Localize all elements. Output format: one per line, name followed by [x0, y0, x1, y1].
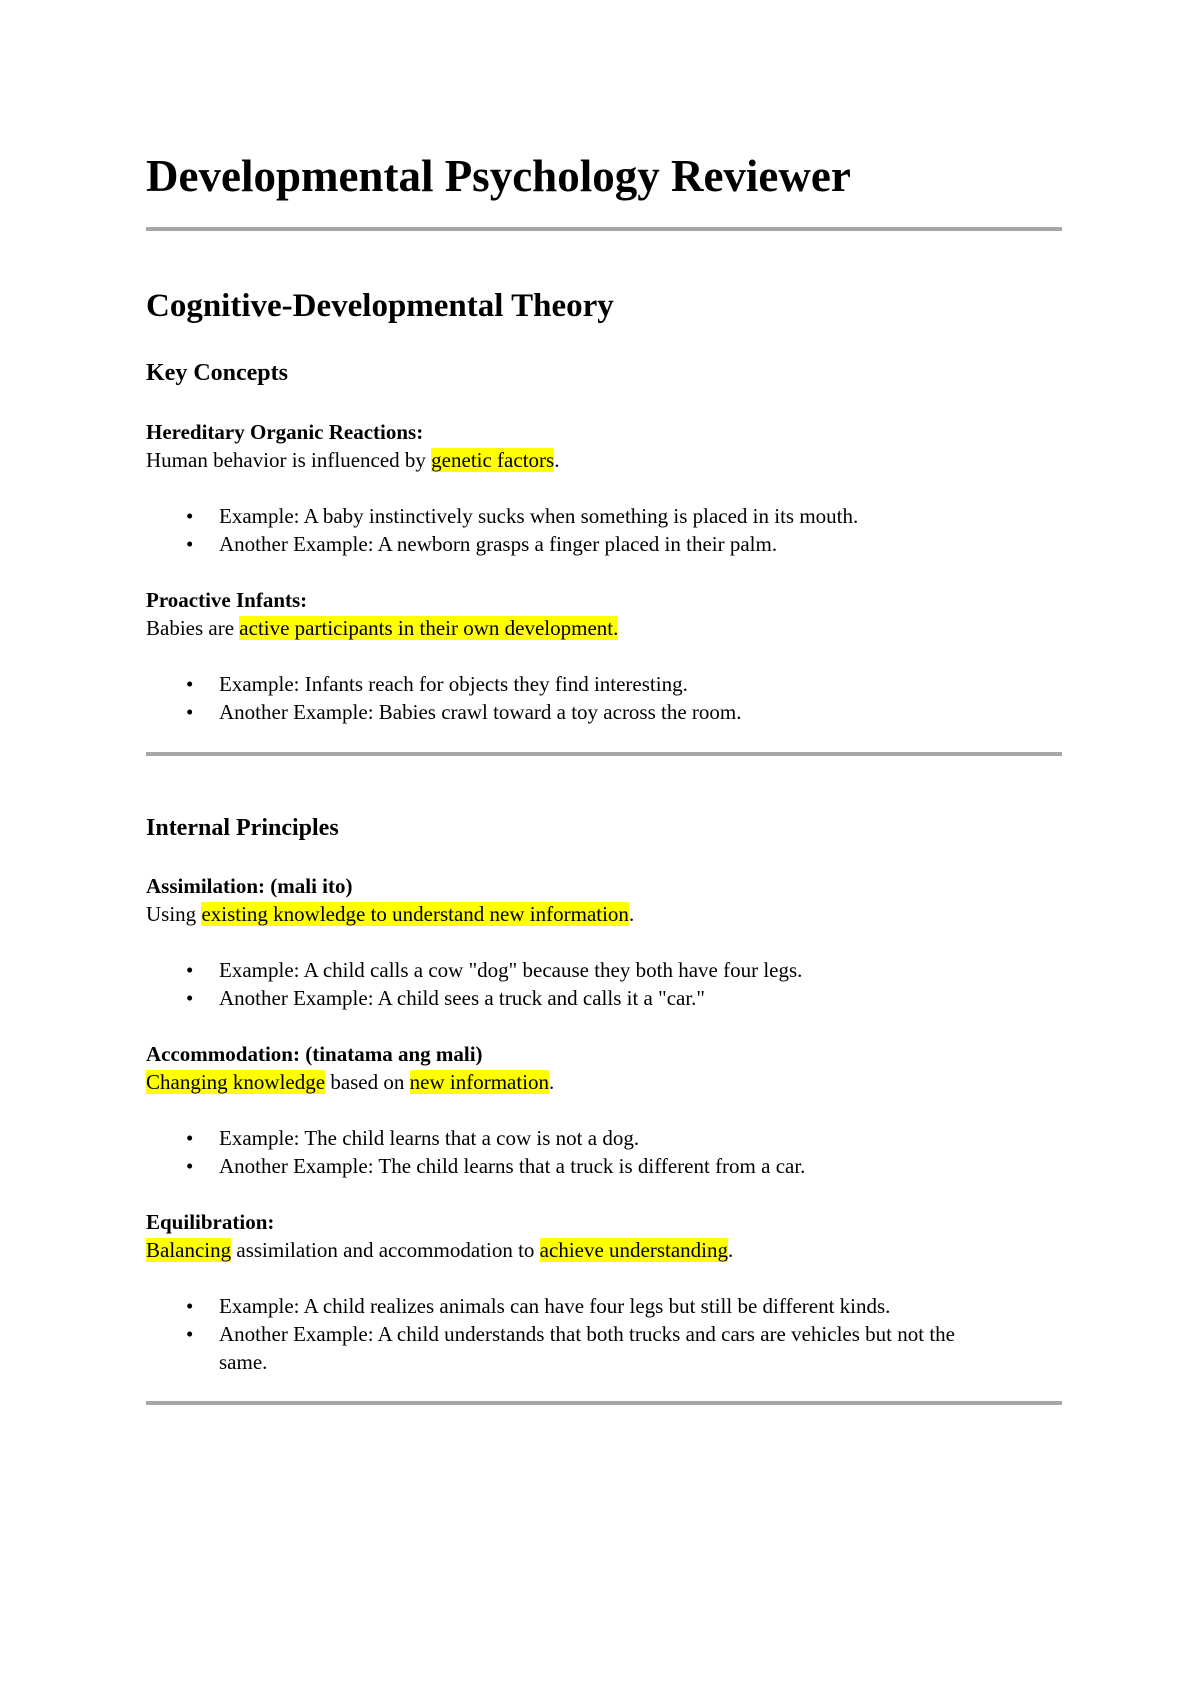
example-text: Example: The child learns that a cow is not a dog.	[219, 1126, 640, 1150]
highlighted-text: Changing knowledge	[146, 1070, 326, 1094]
bullet-icon: •	[186, 672, 194, 696]
concept-definition	[146, 446, 1062, 474]
example-text: Another Example: The child learns that a truck is different from a car.	[219, 1154, 806, 1178]
bullet-icon: •	[186, 1154, 194, 1178]
definition-text: .	[554, 448, 560, 472]
list-item	[146, 670, 989, 698]
concept-equilibration	[146, 1208, 1062, 1376]
section-title: Cognitive-Developmental Theory	[146, 288, 614, 324]
bullet-icon: •	[186, 958, 194, 982]
example-text: Example: A baby instinctively sucks when something is placed in its mouth.	[219, 504, 859, 528]
example-list	[146, 502, 1062, 558]
concept-definition	[146, 614, 1062, 642]
title-divider	[146, 227, 1062, 231]
highlighted-text: achieve understanding	[539, 1238, 729, 1262]
concept-term: Accommodation: (tinatama ang mali)	[146, 1042, 483, 1066]
concept-proactive-infants	[146, 586, 1062, 726]
bullet-icon: •	[186, 1322, 194, 1346]
concept-assimilation	[146, 872, 1062, 1012]
section-divider	[146, 752, 1062, 756]
highlighted-text: genetic factors	[431, 448, 555, 472]
definition-text: Human behavior is influenced by	[146, 448, 432, 472]
concept-term: Assimilation: (mali ito)	[146, 874, 353, 898]
list-item	[146, 1320, 989, 1376]
concept-hereditary-organic-reactions	[146, 418, 1062, 558]
bullet-icon: •	[186, 986, 194, 1010]
bullet-icon: •	[186, 700, 194, 724]
concept-definition	[146, 900, 1062, 928]
highlighted-text: Balancing	[146, 1238, 232, 1262]
definition-text: .	[728, 1238, 734, 1262]
example-text: Another Example: A newborn grasps a finger placed in their palm.	[219, 532, 778, 556]
highlighted-text: existing knowledge to understand new information	[201, 902, 629, 926]
definition-text: Babies are	[146, 616, 240, 640]
concept-term: Proactive Infants:	[146, 588, 308, 612]
example-list	[146, 670, 1062, 726]
example-text: Example: A child realizes animals can have four legs but still be different kinds.	[219, 1294, 891, 1318]
list-item	[146, 1152, 989, 1180]
key-concepts-heading: Key Concepts	[146, 360, 288, 386]
list-item	[146, 530, 989, 558]
concept-definition	[146, 1068, 1062, 1096]
list-item	[146, 502, 989, 530]
definition-text: based on	[325, 1070, 410, 1094]
list-item	[146, 956, 989, 984]
example-list	[146, 956, 1062, 1012]
bullet-icon: •	[186, 1126, 194, 1150]
bullet-icon: •	[186, 1294, 194, 1318]
concept-term: Equilibration:	[146, 1210, 275, 1234]
example-text: Example: A child calls a cow "dog" because they both have four legs.	[219, 958, 803, 982]
concept-definition	[146, 1236, 1062, 1264]
example-text: Another Example: A child understands that both trucks and cars are vehicles but not the same.	[219, 1322, 955, 1374]
section-divider	[146, 1401, 1062, 1405]
definition-text: .	[628, 902, 635, 926]
definition-text: .	[549, 1070, 555, 1094]
example-text: Example: Infants reach for objects they find interesting.	[219, 672, 688, 696]
bullet-icon: •	[186, 504, 194, 528]
list-item	[146, 698, 989, 726]
definition-text: assimilation and accommodation to	[231, 1238, 540, 1262]
highlighted-text: active participants in their own development.	[239, 616, 619, 640]
example-list	[146, 1292, 1062, 1376]
example-text: Another Example: Babies crawl toward a toy across the room.	[219, 700, 742, 724]
concept-accommodation	[146, 1040, 1062, 1180]
bullet-icon: •	[186, 532, 194, 556]
concept-term: Hereditary Organic Reactions:	[146, 420, 424, 444]
list-item	[146, 1124, 989, 1152]
document-title: Developmental Psychology Reviewer	[146, 151, 851, 201]
example-text: Another Example: A child sees a truck and calls it a "car."	[219, 986, 705, 1010]
example-list	[146, 1124, 1062, 1180]
list-item	[146, 984, 989, 1012]
highlighted-text: new information	[409, 1070, 550, 1094]
internal-principles-heading: Internal Principles	[146, 815, 339, 841]
list-item	[146, 1292, 989, 1320]
definition-text: Using	[146, 902, 202, 926]
